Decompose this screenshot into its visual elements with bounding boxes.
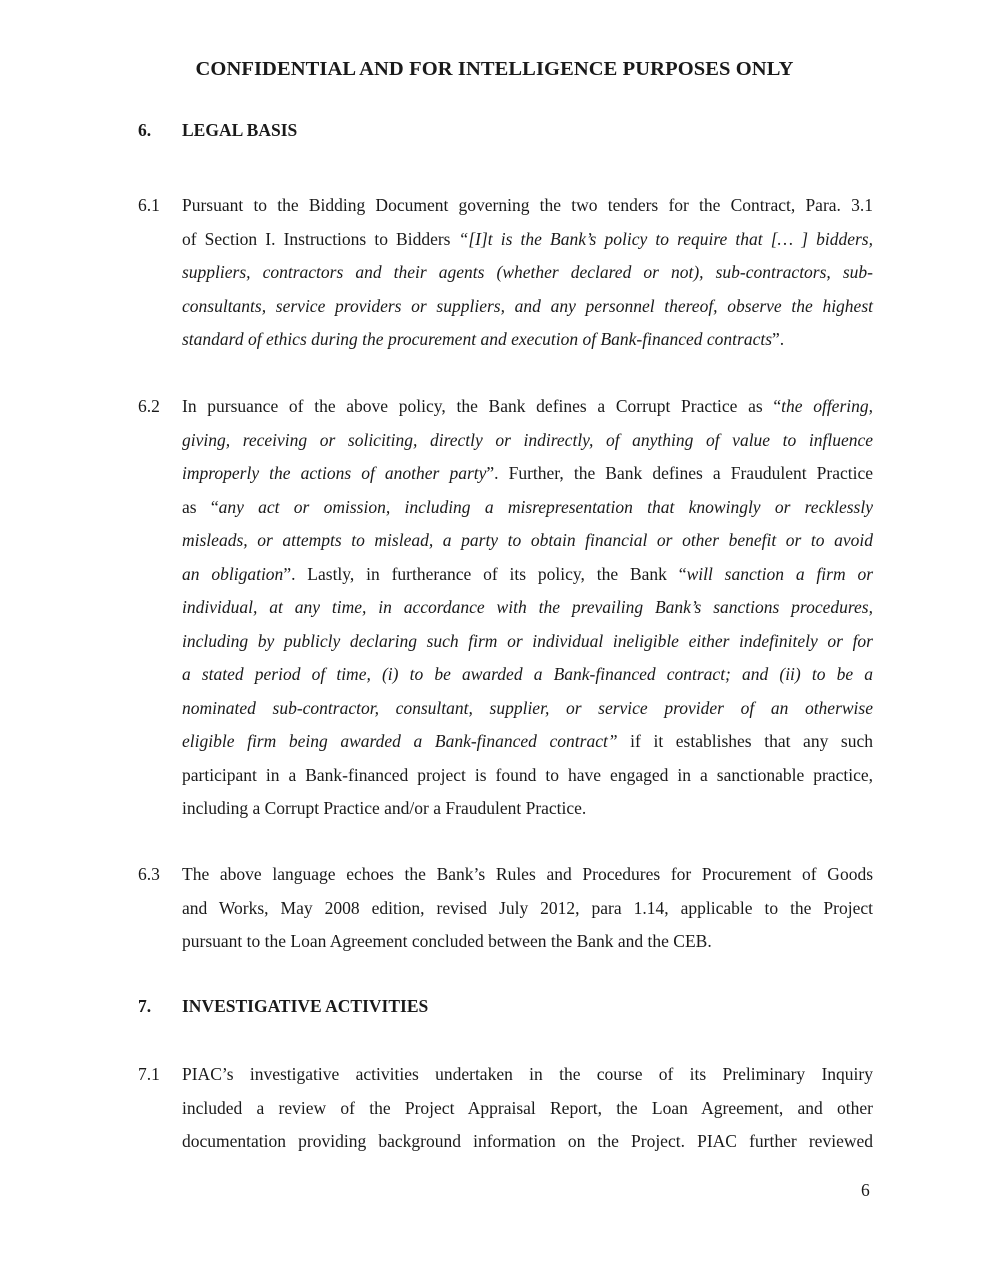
section-number: 7.: [138, 996, 152, 1016]
text-line: and Works, May 2008 edition, revised July 2012, para 1.14, applicable to the Project: [182, 897, 873, 918]
text-line: as “any act or omission, including a misrepresentation that knowingly or recklessly: [182, 496, 873, 517]
confidentiality-header: CONFIDENTIAL AND FOR INTELLIGENCE PURPOSES ONLY: [195, 58, 794, 80]
text-line: PIAC’s investigative activities undertaken in the course of its Preliminary Inquiry: [182, 1064, 873, 1084]
text-line: suppliers, contractors and their agents (whether declared or not), sub-contractors, sub-: [182, 262, 873, 282]
paragraph-6-3: [138, 858, 873, 959]
text-line: participant in a Bank-financed project is found to have engaged in a sanctionable practice,: [182, 764, 873, 785]
paragraph-6-1: [138, 189, 873, 357]
text-line: including a Corrupt Practice and/or a Fraudulent Practice.: [182, 798, 587, 818]
paragraph-number: 6.1: [138, 195, 160, 215]
text-line: misleads, or attempts to mislead, a party to obtain financial or other benefit or to avoid: [182, 530, 873, 550]
section-number: 6.: [138, 120, 152, 140]
text-line: included a review of the Project Appraisal Report, the Loan Agreement, and other: [182, 1097, 873, 1118]
text-line: eligible firm being awarded a Bank-financed contract” if it establishes that any such: [182, 731, 873, 751]
text-line: giving, receiving or soliciting, directly or indirectly, of anything of value to influence: [182, 429, 873, 450]
text-line: standard of ethics during the procurement and execution of Bank-financed contracts”.: [182, 329, 785, 349]
text-line: an obligation”. Lastly, in furtherance of its policy, the Bank “will sanction a firm or: [182, 563, 874, 584]
text-line: The above language echoes the Bank’s Rules and Procedures for Procurement of Goods: [182, 864, 873, 884]
page-number: 6: [861, 1180, 870, 1200]
text-line: individual, at any time, in accordance with the prevailing Bank’s sanctions procedures,: [182, 597, 873, 617]
section-title: LEGAL BASIS: [182, 120, 298, 140]
text-line: a stated period of time, (i) to be awarded a Bank-financed contract; and (ii) to be a: [182, 664, 873, 684]
paragraph-number: 6.3: [138, 864, 160, 884]
paragraph-body: [182, 858, 873, 959]
text-line: In pursuance of the above policy, the Bank defines a Corrupt Practice as “the offering,: [182, 396, 873, 416]
text-line: including by publicly declaring such firm or individual ineligible either indefinitely or for: [182, 630, 873, 651]
paragraph-number: 7.1: [138, 1064, 160, 1084]
text-line: Pursuant to the Bidding Document governing the two tenders for the Contract, Para. 3.1: [182, 195, 873, 215]
text-line: consultants, service providers or suppliers, and any personnel thereof, observe the highest: [182, 295, 873, 316]
paragraph-body: [182, 390, 873, 826]
section-title: INVESTIGATIVE ACTIVITIES: [182, 996, 429, 1016]
paragraph-6-2: [138, 390, 873, 826]
paragraph-body: [182, 1058, 873, 1159]
text-line: documentation providing background information on the Project. PIAC further reviewed: [182, 1131, 873, 1151]
paragraph-7-1: [138, 1058, 873, 1159]
text-line: improperly the actions of another party”. Further, the Bank defines a Fraudulent Practice: [182, 463, 873, 483]
paragraph-body: [182, 189, 873, 357]
paragraph-number: 6.2: [138, 396, 160, 416]
text-line: pursuant to the Loan Agreement concluded between the Bank and the CEB.: [182, 931, 712, 951]
text-line: of Section I. Instructions to Bidders “[I]t is the Bank’s policy to require that [… ] bidders,: [182, 228, 873, 249]
text-line: nominated sub-contractor, consultant, supplier, or service provider of an otherwise: [182, 697, 873, 718]
